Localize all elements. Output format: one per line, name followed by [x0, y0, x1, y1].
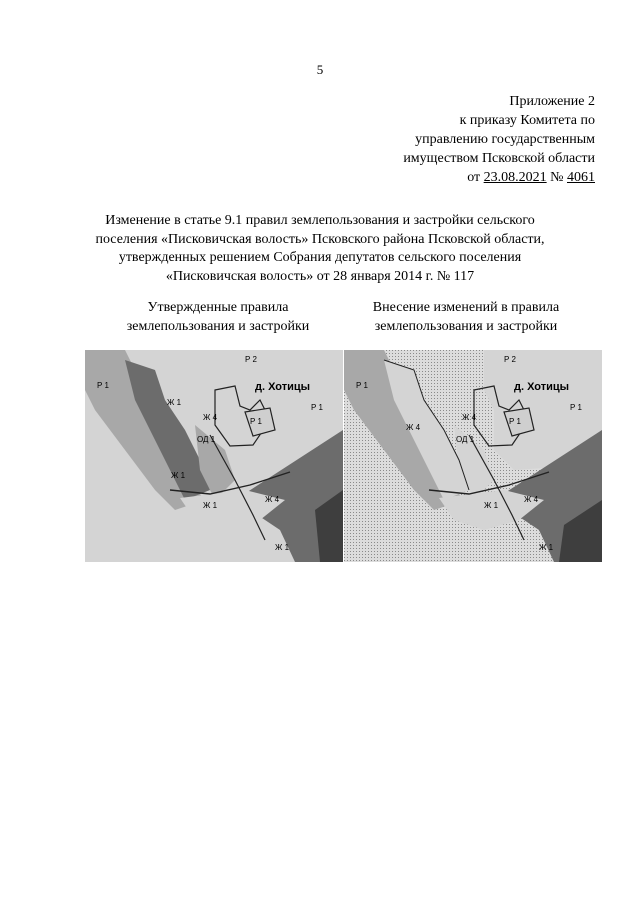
label-zh4-west: Ж 4 [406, 423, 421, 432]
label-village: д. Хотицы [514, 381, 570, 393]
caption-right-line-2: землепользования и застройки [374, 319, 558, 334]
appendix-line-1: Приложение 2 [509, 94, 595, 109]
label-zh1-south: Ж 1 [203, 501, 218, 510]
label-zh4-south: Ж 4 [265, 495, 280, 504]
title-line-2: поселения «Писковичская волость» Псковского района Псковской области, [95, 231, 545, 247]
appendix-line-3: управлению государственным [415, 132, 595, 147]
label-zh4: Ж 4 [462, 413, 477, 422]
title-line-1: Изменение в статье 9.1 правил землепользования и застройки сельского [105, 213, 535, 228]
number-sign: № [550, 170, 564, 185]
label-p2: Р 2 [504, 355, 517, 364]
caption-left-line-2: землепользования и застройки [126, 319, 310, 334]
appendix-line-4: имуществом Псковской области [403, 151, 595, 166]
order-date: 23.08.2021 [483, 170, 547, 185]
appendix-line-2: к приказу Комитета по [459, 113, 595, 128]
label-zh4-south: Ж 4 [524, 495, 539, 504]
label-village: д. Хотицы [255, 381, 311, 393]
label-zh1-west: Ж 1 [171, 471, 186, 480]
order-number: 4061 [567, 170, 595, 185]
date-prefix: от [467, 170, 481, 185]
label-zh1-bottom: Ж 1 [275, 543, 290, 552]
label-p1-west: Р 1 [356, 381, 369, 390]
label-p1-east: Р 1 [311, 403, 324, 412]
map-approved [85, 350, 343, 562]
map-approved-svg [85, 350, 343, 562]
label-p1-square: Р 1 [250, 417, 263, 426]
appendix-date-line [403, 168, 595, 187]
page-number: 5 [316, 62, 324, 77]
label-zh1-bottom: Ж 1 [539, 543, 554, 552]
caption-approved-rules [88, 298, 348, 336]
caption-right-line-1: Внесение изменений в правила [372, 300, 560, 315]
label-p2: Р 2 [245, 355, 258, 364]
caption-left-line-1: Утвержденные правила [147, 300, 289, 315]
label-od1: ОД 1 [197, 435, 216, 444]
map-proposed [344, 350, 602, 562]
label-zh4: Ж 4 [203, 413, 218, 422]
document-title [70, 212, 570, 286]
label-zh1-north: Ж 1 [167, 398, 182, 407]
caption-rule-changes [336, 298, 596, 336]
title-line-3: утвержденных решением Собрания депутатов сельского поселения [118, 250, 522, 265]
label-p1-east: Р 1 [570, 403, 583, 412]
appendix-block [403, 92, 595, 187]
label-od1: ОД 1 [456, 435, 475, 444]
title-line-4: «Писковичская волость» от 28 января 2014 г. № 117 [165, 268, 475, 284]
label-p1-west: Р 1 [97, 381, 110, 390]
map-proposed-svg [344, 350, 602, 562]
label-zh1-south: Ж 1 [484, 501, 499, 510]
label-p1-square: Р 1 [509, 417, 522, 426]
